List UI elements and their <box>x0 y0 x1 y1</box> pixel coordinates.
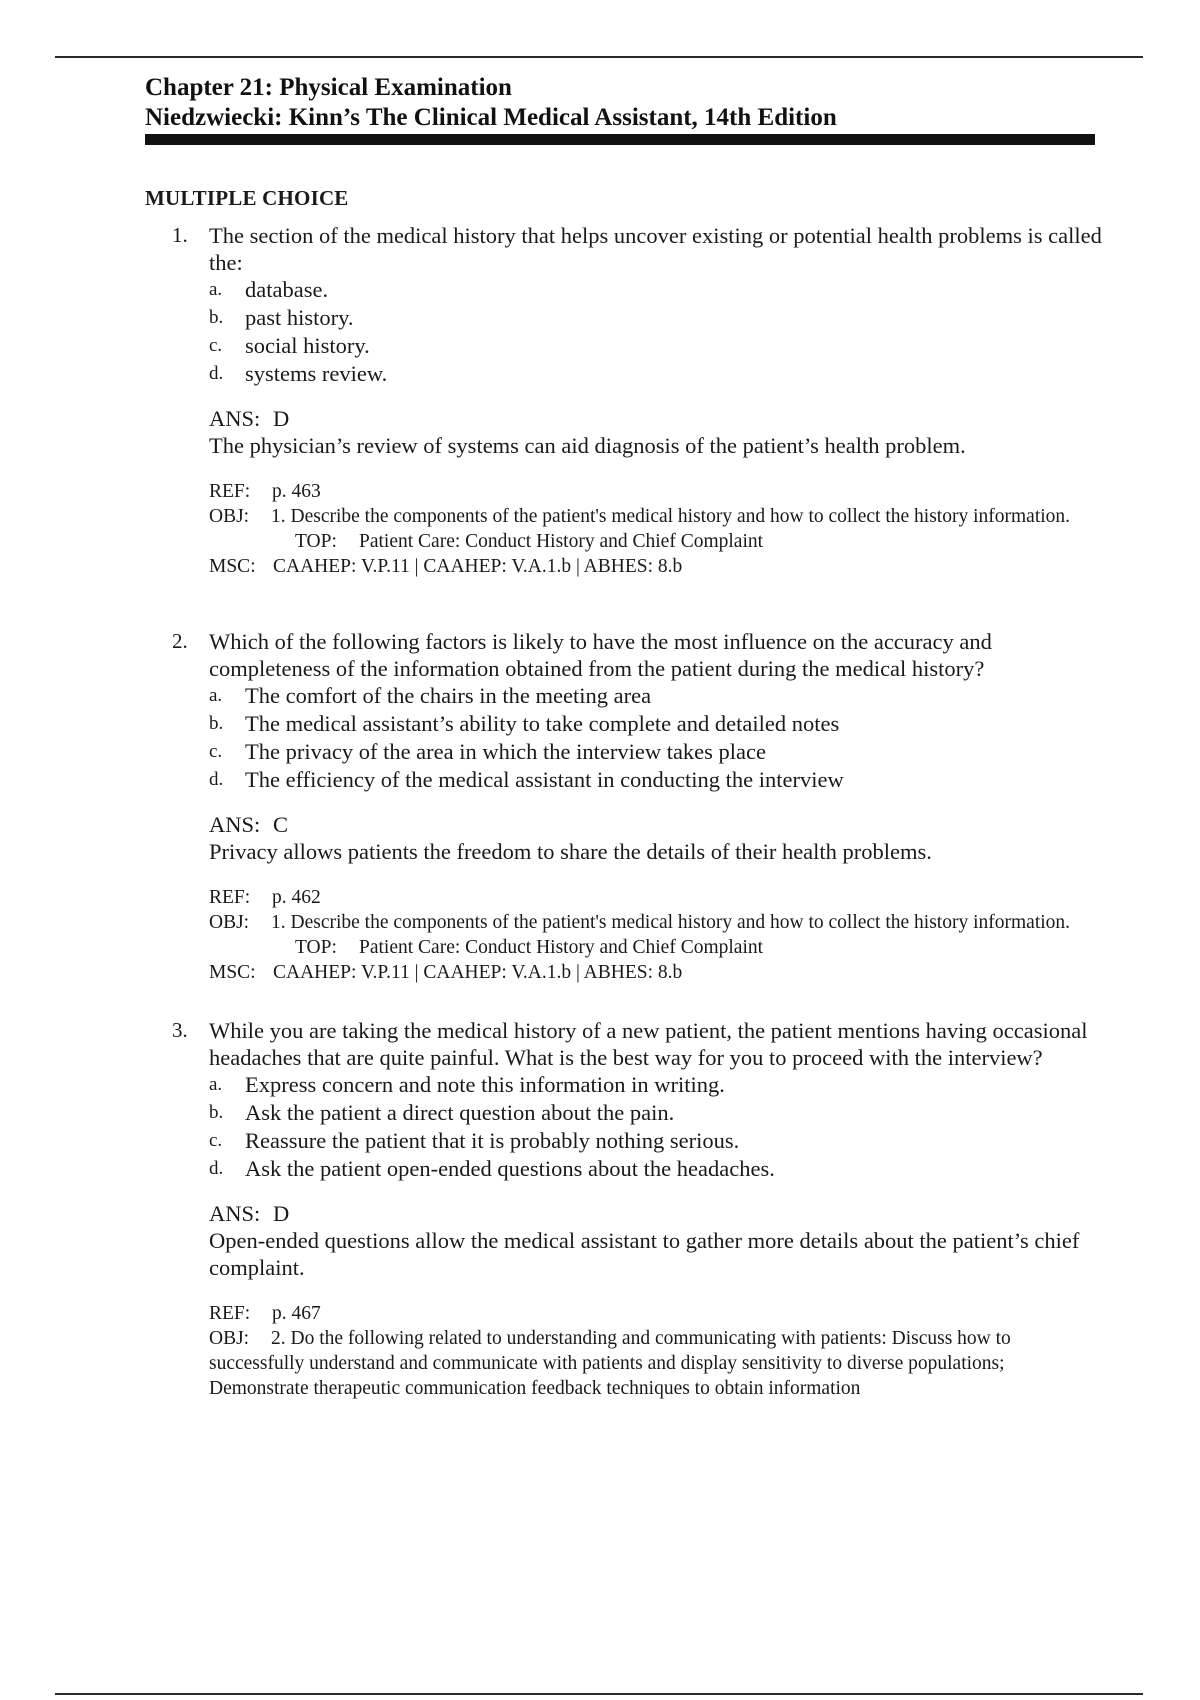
ref-value: p. 467 <box>272 1303 321 1324</box>
option-text: past history. <box>245 305 354 330</box>
option-d <box>145 766 1105 794</box>
document-header <box>145 73 1095 133</box>
msc-label: MSC: <box>209 556 256 577</box>
answer-line <box>209 405 1105 432</box>
msc-value: CAAHEP: V.P.11 | CAAHEP: V.A.1.b | ABHES: 8.b <box>273 962 683 983</box>
option-letter: a. <box>209 685 223 706</box>
reference-block <box>145 885 1105 985</box>
ref-value: p. 462 <box>272 887 321 908</box>
header-divider-bar <box>145 134 1095 145</box>
chapter-title: Chapter 21: Physical Examination <box>145 74 512 101</box>
option-letter: c. <box>209 741 223 762</box>
option-letter: b. <box>209 1102 224 1123</box>
option-a <box>145 276 1105 304</box>
top-value: Patient Care: Conduct History and Chief Complaint <box>359 937 764 958</box>
section-heading: MULTIPLE CHOICE <box>145 186 349 210</box>
option-text: Reassure the patient that it is probably nothing serious. <box>245 1128 740 1153</box>
msc-line <box>209 554 1105 579</box>
ref-label: REF: <box>209 887 251 908</box>
bottom-page-rule <box>55 1693 1143 1695</box>
option-text: The efficiency of the medical assistant in conducting the interview <box>245 767 844 792</box>
obj-label: OBJ: <box>209 1328 250 1349</box>
option-letter: c. <box>209 1130 223 1151</box>
ref-line <box>209 479 1105 504</box>
question-number: 1. <box>172 223 188 247</box>
option-d <box>145 360 1105 388</box>
top-page-rule <box>55 56 1143 58</box>
answer-block <box>145 405 1105 459</box>
top-label: TOP: <box>295 937 337 958</box>
option-b <box>145 710 1105 738</box>
option-letter: b. <box>209 307 224 328</box>
question-number: 2. <box>172 629 188 653</box>
answer-options <box>145 276 1105 388</box>
reference-block <box>145 479 1105 579</box>
ref-label: REF: <box>209 481 251 502</box>
option-letter: d. <box>209 363 224 384</box>
option-letter: c. <box>209 335 223 356</box>
ans-label: ANS: <box>209 1201 261 1226</box>
answer-value: D <box>273 406 290 431</box>
answer-line <box>209 1200 1105 1227</box>
rationale: Privacy allows patients the freedom to share the details of their health problems. <box>209 839 932 864</box>
option-d <box>145 1155 1105 1183</box>
rationale: The physician’s review of systems can aid diagnosis of the patient’s health problem. <box>209 433 966 458</box>
option-c <box>145 738 1105 766</box>
option-a <box>145 682 1105 710</box>
option-text: The medical assistant’s ability to take complete and detailed notes <box>245 711 840 736</box>
question-1 <box>145 222 1105 579</box>
question-2 <box>145 628 1105 985</box>
top-value: Patient Care: Conduct History and Chief Complaint <box>359 531 764 552</box>
option-text: systems review. <box>245 361 388 386</box>
question-stem: Which of the following factors is likely to have the most influence on the accuracy and completeness of the information obtained from the patient during the medical history? <box>209 629 992 681</box>
option-text: The privacy of the area in which the interview takes place <box>245 739 767 764</box>
reference-block <box>145 1301 1105 1401</box>
msc-value: CAAHEP: V.P.11 | CAAHEP: V.A.1.b | ABHES: 8.b <box>273 556 683 577</box>
ref-label: REF: <box>209 1303 251 1324</box>
question-stem: The section of the medical history that helps uncover existing or potential health problems is called the: <box>209 223 1102 275</box>
option-c <box>145 1127 1105 1155</box>
option-text: The comfort of the chairs in the meeting area <box>245 683 652 708</box>
obj-value: 2. Do the following related to understanding and communicating with patients: Discuss how to successfully understand and communicate with patients and display sensitivity to diverse populations; Demonstrate therapeutic communication feedback techniques to obtain information <box>209 1328 1011 1399</box>
answer-options <box>145 682 1105 794</box>
answer-block <box>145 811 1105 865</box>
ref-value: p. 463 <box>272 481 321 502</box>
ans-label: ANS: <box>209 406 261 431</box>
option-a <box>145 1071 1105 1099</box>
question-stem: While you are taking the medical history of a new patient, the patient mentions having occasional headaches that are quite painful. What is the best way for you to proceed with the interview? <box>209 1018 1088 1070</box>
option-letter: d. <box>209 1158 224 1179</box>
ref-line <box>209 1301 1105 1326</box>
obj-line <box>209 1326 1105 1401</box>
option-text: Express concern and note this information in writing. <box>245 1072 725 1097</box>
question-3 <box>145 1017 1105 1401</box>
ref-line <box>209 885 1105 910</box>
answer-value: C <box>273 812 289 837</box>
answer-block <box>145 1200 1105 1281</box>
obj-value: 1. Describe the components of the patient's medical history and how to collect the history information. <box>271 912 1071 933</box>
option-text: Ask the patient open-ended questions about the headaches. <box>245 1156 775 1181</box>
option-b <box>145 1099 1105 1127</box>
answer-options <box>145 1071 1105 1183</box>
option-letter: a. <box>209 279 223 300</box>
msc-label: MSC: <box>209 962 256 983</box>
option-b <box>145 304 1105 332</box>
option-letter: d. <box>209 769 224 790</box>
book-title: Niedzwiecki: Kinn’s The Clinical Medical Assistant, 14th Edition <box>145 104 837 131</box>
rationale: Open-ended questions allow the medical assistant to gather more details about the patient’s chief complaint. <box>209 1228 1080 1280</box>
answer-value: D <box>273 1201 290 1226</box>
question-number: 3. <box>172 1018 188 1042</box>
option-c <box>145 332 1105 360</box>
obj-label: OBJ: <box>209 506 250 527</box>
obj-line <box>209 504 1105 554</box>
top-label: TOP: <box>295 531 337 552</box>
obj-line <box>209 910 1105 960</box>
obj-label: OBJ: <box>209 912 250 933</box>
msc-line <box>209 960 1105 985</box>
answer-line <box>209 811 1105 838</box>
option-text: Ask the patient a direct question about the pain. <box>245 1100 675 1125</box>
option-text: database. <box>245 277 329 302</box>
option-letter: a. <box>209 1074 223 1095</box>
ans-label: ANS: <box>209 812 261 837</box>
obj-value: 1. Describe the components of the patient's medical history and how to collect the history information. <box>271 506 1071 527</box>
option-letter: b. <box>209 713 224 734</box>
option-text: social history. <box>245 333 370 358</box>
